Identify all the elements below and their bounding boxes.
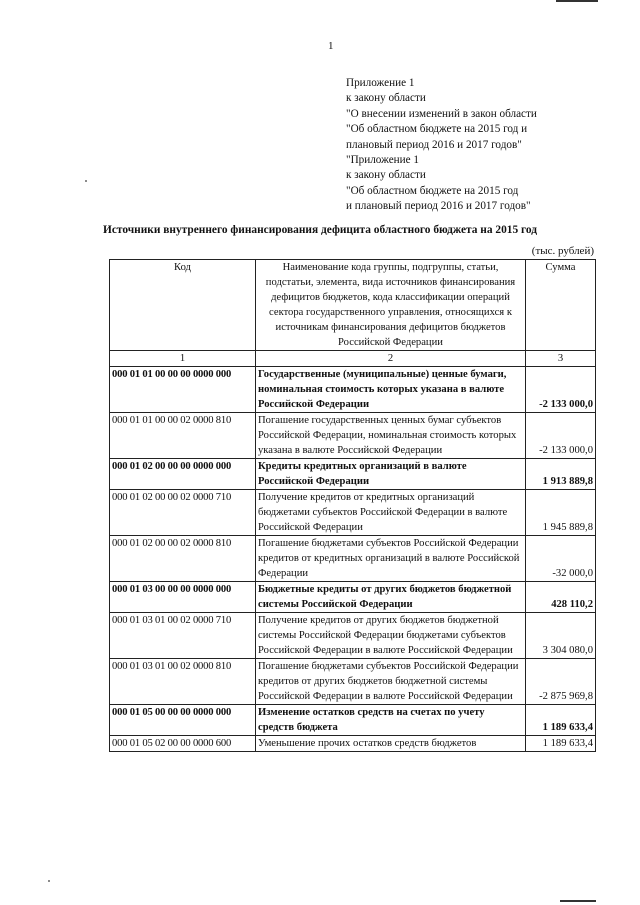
row-code: 000 01 03 01 00 02 0000 810 [110,659,256,705]
table-header-row [110,260,596,351]
appendix-line: к закону области [346,92,426,105]
table-row [110,413,596,459]
table-row [110,459,596,490]
appendix-line: к закону области [346,169,426,182]
row-name: Изменение остатков средств на счетах по учету средств бюджета [256,705,526,736]
row-name: Бюджетные кредиты от других бюджетов бюджетной системы Российской Федерации [256,582,526,613]
column-index: 2 [256,351,526,367]
row-code: 000 01 02 00 00 02 0000 710 [110,490,256,536]
row-name: Государственные (муниципальные) ценные бумаги, номинальная стоимость которых указана в валюте Российской Федерации [256,367,526,413]
column-header-sum: Сумма [526,260,596,351]
row-sum: 1 189 633,4 [526,705,596,736]
scan-edge-mark-bottom [560,900,596,902]
column-header-code: Код [110,260,256,351]
row-sum: 428 110,2 [526,582,596,613]
row-code: 000 01 01 00 00 02 0000 810 [110,413,256,459]
row-code: 000 01 03 00 00 00 0000 000 [110,582,256,613]
row-code: 000 01 02 00 00 02 0000 810 [110,536,256,582]
appendix-line: и плановый период 2016 и 2017 годов" [346,200,531,213]
row-name: Погашение бюджетами субъектов Российской Федерации кредитов от других бюджетов бюджетной системы Российской Федерации в валюте Российской Федерации [256,659,526,705]
row-sum: -2 133 000,0 [526,367,596,413]
row-code: 000 01 01 00 00 00 0000 000 [110,367,256,413]
row-code: 000 01 05 00 00 00 0000 000 [110,705,256,736]
row-sum: 3 304 080,0 [526,613,596,659]
appendix-line: "Приложение 1 [346,154,420,167]
row-sum: -32 000,0 [526,536,596,582]
scan-edge-mark-top [556,0,598,2]
appendix-line: плановый период 2016 и 2017 годов" [346,138,522,151]
appendix-header [346,76,606,215]
row-name: Погашение государственных ценных бумаг субъектов Российской Федерации, номинальная стоимость которых указана в валюте Российской Федерации [256,413,526,459]
table-row [110,367,596,413]
scan-speck [85,180,87,182]
column-index-row [110,351,596,367]
financing-sources-table [109,259,596,752]
document-title: Источники внутреннего финансирования дефицита областного бюджета на 2015 год [102,224,538,236]
row-sum: -2 133 000,0 [526,413,596,459]
row-code: 000 01 03 01 00 02 0000 710 [110,613,256,659]
table-row [110,490,596,536]
row-name: Кредиты кредитных организаций в валюте Российской Федерации [256,459,526,490]
row-name: Уменьшение прочих остатков средств бюджетов [256,736,526,752]
row-sum: 1 945 889,8 [526,490,596,536]
appendix-line: "Об областном бюджете на 2015 год [346,184,519,197]
row-sum: 1 913 889,8 [526,459,596,490]
table-row [110,736,596,752]
scan-speck [48,880,50,882]
column-index: 3 [526,351,596,367]
table-row [110,659,596,705]
row-sum: 1 189 633,4 [526,736,596,752]
table-row [110,536,596,582]
row-name: Получение кредитов от других бюджетов бюджетной системы Российской Федерации бюджетами субъектов Российской Федерации в валюте Российской Федерации [256,613,526,659]
table-row [110,705,596,736]
table-row [110,613,596,659]
row-code: 000 01 02 00 00 00 0000 000 [110,459,256,490]
column-header-name: Наименование кода группы, подгруппы, статьи, подстатьи, элемента, вида источников финансирования дефицитов бюджетов, кода классификации операций сектора государственного управления, относящихся к источникам финансирования дефицитов бюджетов Российской Федерации [256,260,526,351]
appendix-line: "Об областном бюджете на 2015 год и [346,123,528,136]
row-sum: -2 875 969,8 [526,659,596,705]
column-index: 1 [110,351,256,367]
table-row [110,582,596,613]
row-name: Получение кредитов от кредитных организаций бюджетами субъектов Российской Федерации в валюте Российской Федерации [256,490,526,536]
appendix-line: Приложение 1 [346,77,415,89]
row-name: Погашение бюджетами субъектов Российской Федерации кредитов от кредитных организаций в валюте Российской Федерации [256,536,526,582]
row-code: 000 01 05 02 00 00 0000 600 [110,736,256,752]
units-label: (тыс. рублей) [531,245,594,257]
appendix-line: "О внесении изменений в закон области [346,107,537,120]
page-number: 1 [328,40,334,52]
